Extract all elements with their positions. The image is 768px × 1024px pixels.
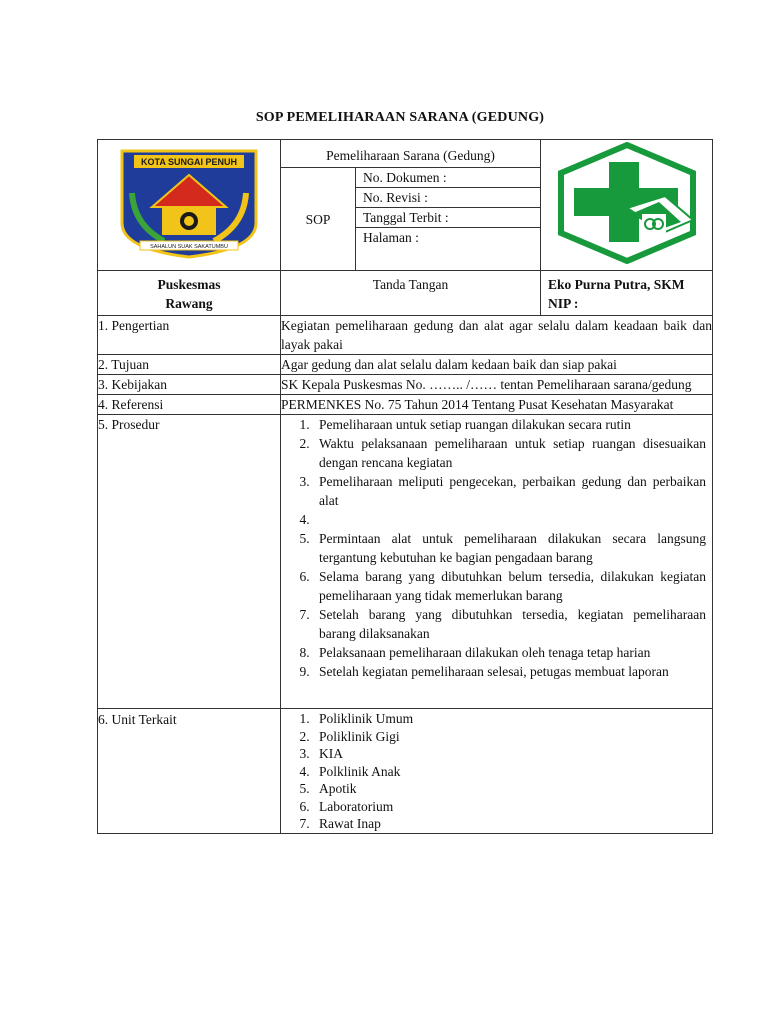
prosedur-list — [287, 415, 706, 681]
city-crest-cell — [98, 140, 281, 271]
sop-label: SOP — [281, 168, 356, 271]
unit-item: 1. Poliklinik Umum — [313, 710, 706, 728]
doc-name: Pemeliharaan Sarana (Gedung) — [281, 140, 541, 168]
section-label-kebijakan: 3. Kebijakan — [98, 375, 281, 395]
unit-item: 6. Laboratorium — [313, 798, 706, 816]
signer-name: Eko Purna Putra, SKM — [548, 277, 685, 292]
crest-motto-text: SAHALUN SUAK SAKATUMBU — [150, 244, 228, 250]
section-prosedur-list-cell — [281, 415, 713, 709]
section-label-pengertian: 1. Pengertian — [98, 316, 281, 355]
puskesmas-logo — [547, 142, 707, 264]
meta-halaman: Halaman : — [356, 228, 540, 263]
signer — [541, 271, 713, 316]
crest-top-text: KOTA SUNGAI PENUH — [140, 157, 238, 167]
signer-nip: NIP : — [548, 296, 579, 311]
section-text-pengertian: Kegiatan pemeliharaan gedung dan alat agar selalu dalam keadaan baik dan layak pakai — [281, 316, 713, 355]
unit-item: 5. Apotik — [313, 780, 706, 798]
signature-label: Tanda Tangan — [281, 271, 541, 316]
prosedur-item: 2. Waktu pelaksanaan pemeliharaan untuk setiap ruangan disesuaikan dengan rencana kegiatan — [313, 434, 706, 472]
sop-table — [97, 139, 713, 834]
institution-name — [98, 271, 281, 316]
section-label-unit-terkait: 6. Unit Terkait — [98, 709, 281, 834]
prosedur-item: 5. Permintaan alat untuk pemeliharaan dilakukan secara langsung tergantung kebutuhan ke bagian pengadaan barang — [313, 529, 706, 567]
unit-item: 2. Poliklinik Gigi — [313, 728, 706, 746]
prosedur-item: 3. Pemeliharaan meliputi pengecekan, perbaikan gedung dan perbaikan alat — [313, 472, 706, 510]
section-text-tujuan: Agar gedung dan alat selalu dalam kedaan baik dan siap pakai — [281, 355, 713, 375]
meta-no-dokumen: No. Dokumen : — [356, 168, 540, 188]
document-title: SOP PEMELIHARAAN SARANA (GEDUNG) — [255, 110, 545, 125]
unit-terkait-list — [287, 710, 706, 833]
puskesmas-logo-cell — [541, 140, 713, 271]
prosedur-item: 6. Selama barang yang dibutuhkan belum tersedia, dilakukan kegiatan pemeliharaan yang tidak memerlukan barang — [313, 567, 706, 605]
unit-item: 7. Rawat Inap — [313, 815, 706, 833]
section-text-referensi: PERMENKES No. 75 Tahun 2014 Tentang Pusat Kesehatan Masyarakat — [281, 395, 713, 415]
prosedur-item: 7. Setelah barang yang dibutuhkan tersedia, kegiatan pemeliharaan barang dilaksanakan — [313, 605, 706, 643]
institution-line-2: Rawang — [165, 296, 213, 311]
meta-tanggal-terbit: Tanggal Terbit : — [356, 208, 540, 228]
city-crest-logo — [114, 145, 264, 260]
prosedur-item — [313, 510, 706, 529]
unit-item: 4. Polklinik Anak — [313, 763, 706, 781]
prosedur-item: 9. Setelah kegiatan pemeliharaan selesai, petugas membuat laporan — [313, 662, 706, 681]
doc-meta — [356, 168, 541, 271]
unit-item: 3. KIA — [313, 745, 706, 763]
section-label-prosedur: 5. Prosedur — [98, 415, 281, 709]
meta-no-revisi: No. Revisi : — [356, 188, 540, 208]
institution-line-1: Puskesmas — [157, 277, 221, 292]
section-text-kebijakan: SK Kepala Puskesmas No. …….. /…… tentan Pemeliharaan sarana/gedung — [281, 375, 713, 395]
prosedur-item: 8. Pelaksanaan pemeliharaan dilakukan oleh tenaga tetap harian — [313, 643, 706, 662]
prosedur-item: 1. Pemeliharaan untuk setiap ruangan dilakukan secara rutin — [313, 415, 706, 434]
section-label-tujuan: 2. Tujuan — [98, 355, 281, 375]
section-label-referensi: 4. Referensi — [98, 395, 281, 415]
section-unit-list-cell — [281, 709, 713, 834]
